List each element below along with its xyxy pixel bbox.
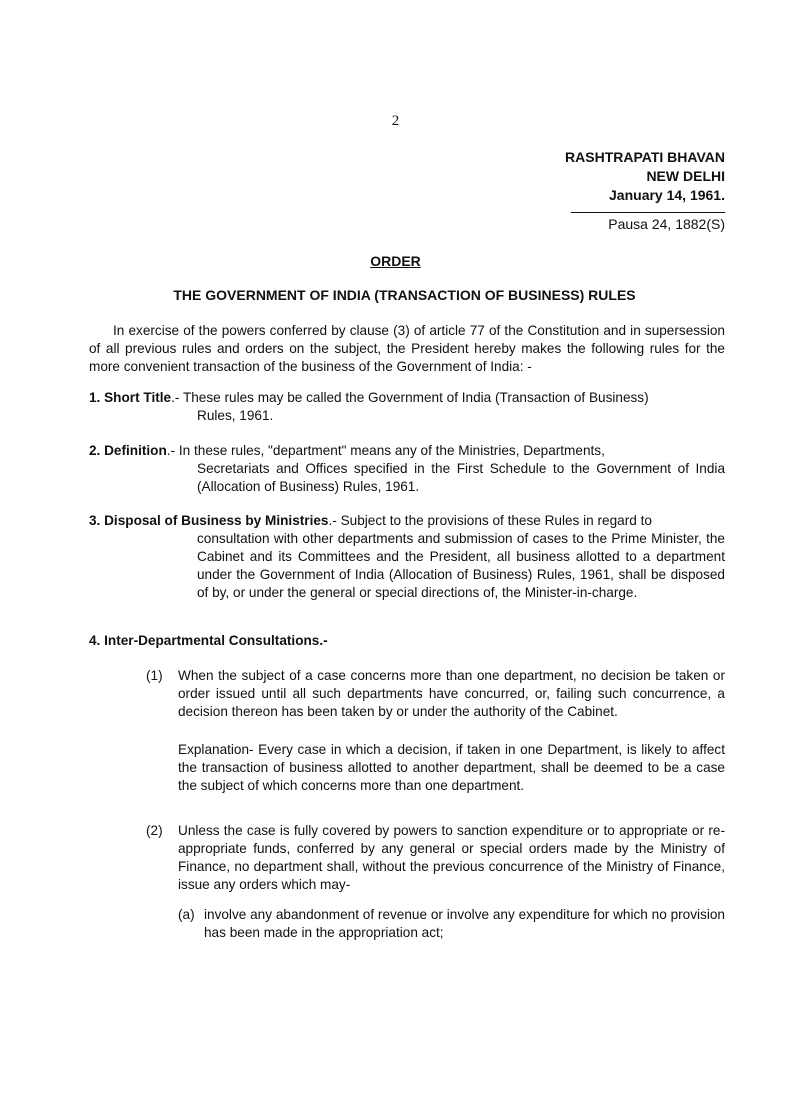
rule-short-title: 1. Short Title.- These rules may be called the Government of India (Transaction of Business) Rules, 1961. bbox=[89, 389, 725, 425]
preamble: In exercise of the powers conferred by clause (3) of article 77 of the Constitution and in supersession of all previous rules and orders on the subject, the President hereby makes the following rules for the more convenient transaction of the business of the Government of India: - bbox=[89, 323, 725, 374]
clause-text: When the subject of a case concerns more than one department, no decision be taken or order issued until all such departments have concurred, or, failing such concurrence, a decision thereon has been taken by or under the authority of the Cabinet. bbox=[178, 668, 725, 719]
page-number: 2 bbox=[391, 113, 400, 129]
address-line-1: RASHTRAPATI BHAVAN bbox=[565, 149, 725, 165]
clause-number: (1) bbox=[146, 668, 163, 683]
clause-2 bbox=[146, 822, 725, 894]
order-heading: ORDER bbox=[370, 253, 421, 269]
rule-continuation: Rules, 1961. bbox=[197, 408, 274, 423]
address-block bbox=[565, 148, 725, 205]
rule-continuation: Secretariats and Offices specified in the First Schedule to the Government of India (Allocation of Business) Rules, 1961. bbox=[197, 461, 725, 494]
address-line-2: NEW DELHI bbox=[646, 168, 725, 184]
rule-first-line: These rules may be called the Government of India (Transaction of Business) bbox=[182, 390, 649, 405]
rule-disposal-of-business: 3. Disposal of Business by Ministries.- Subject to the provisions of these Rules in regard to consultation with other departments and submission of cases to the Prime Minister, the Cabinet and its Committees and the President, all business allotted to a department under the Government of India (Allocation of Business) Rules, 1961, shall be disposed of by, or under the general or special directions of, the Minister-in-charge. bbox=[89, 513, 725, 600]
saka-date: Pausa 24, 1882(S) bbox=[608, 216, 725, 232]
subclause-number: (a) bbox=[178, 907, 195, 922]
date-divider bbox=[571, 212, 725, 213]
clause-number: (2) bbox=[146, 823, 163, 838]
rule-inter-departmental bbox=[89, 632, 725, 650]
clause-1 bbox=[146, 667, 725, 721]
rule-title: 2. Definition bbox=[89, 443, 167, 458]
rule-first-line: Subject to the provisions of these Rules in regard to bbox=[340, 513, 652, 528]
rule-first-line: In these rules, "department" means any of the Ministries, Departments, bbox=[178, 443, 605, 458]
subclause-a bbox=[178, 906, 725, 942]
rule-title: 3. Disposal of Business by Ministries bbox=[89, 513, 329, 528]
subclause-text: involve any abandonment of revenue or involve any expenditure for which no provision has been made in the appropriation act; bbox=[204, 907, 725, 940]
rule-continuation: consultation with other departments and submission of cases to the Prime Minister, the Cabinet and its Committees and the President, all business allotted to a department under the Government of India (Allocation of Business) Rules, 1961, shall be disposed of by, or under the general or special directions of, the Minister-in-charge. bbox=[197, 531, 725, 600]
clause-text: Unless the case is fully covered by powers to sanction expenditure or to appropriate or re-appropriate funds, conferred by any general or special orders made by the Ministry of Finance, no department shall, without the previous concurrence of the Ministry of Finance, issue any orders which may- bbox=[178, 823, 725, 892]
document-title: THE GOVERNMENT OF INDIA (TRANSACTION OF BUSINESS) RULES bbox=[173, 287, 636, 303]
clause-explanation: Explanation- Every case in which a decision, if taken in one Department, is likely to affect the transaction of business allotted to another department, shall be deemed to be a case the subject of which concerns more than one department. bbox=[178, 742, 725, 793]
order-date: January 14, 1961. bbox=[609, 187, 725, 203]
rule-title: 1. Short Title bbox=[89, 390, 172, 405]
rule-title: 4. Inter-Departmental Consultations.- bbox=[89, 633, 328, 648]
rule-definition: 2. Definition.- In these rules, "department" means any of the Ministries, Departments, Secretariats and Offices specified in the First Schedule to the Government of India (Allocation of Business) Rules, 1961. bbox=[89, 443, 725, 494]
